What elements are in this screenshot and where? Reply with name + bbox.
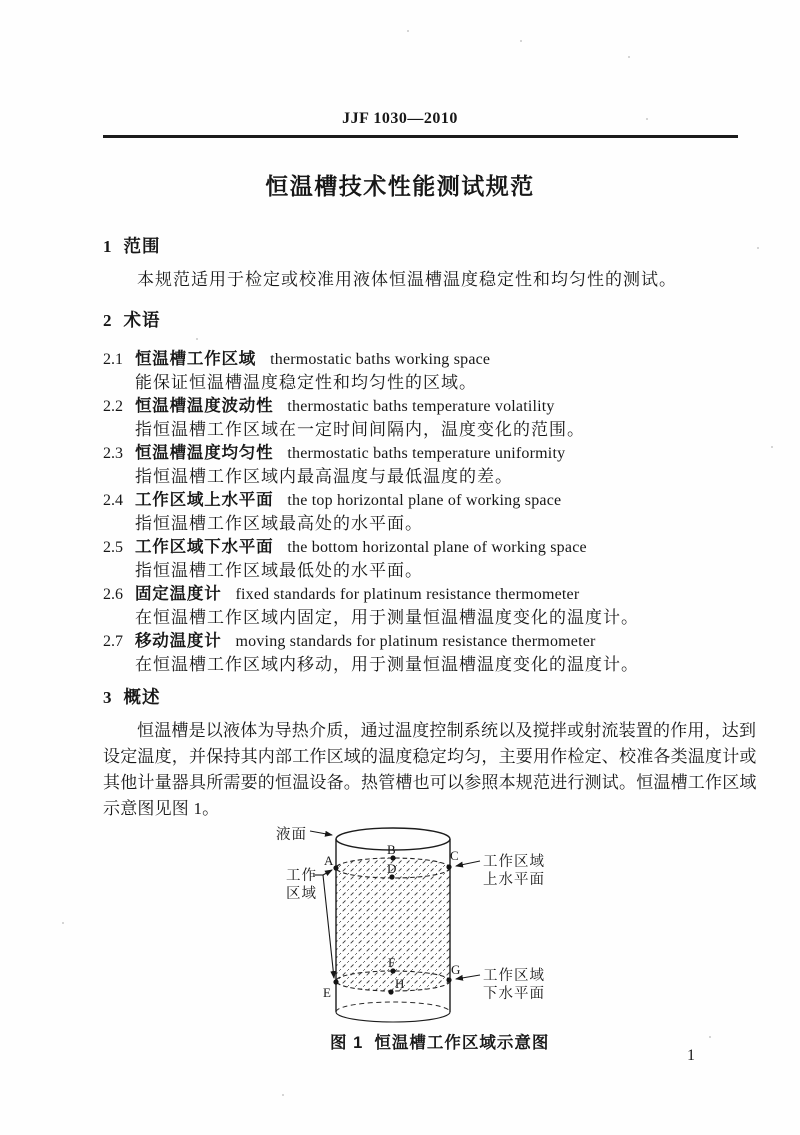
section-title: 概述 — [123, 687, 161, 707]
term-english: moving standards for platinum resistance thermometer — [235, 633, 596, 650]
term-number: 2.6 — [103, 586, 123, 603]
term-chinese: 移动温度计 — [135, 632, 222, 650]
figure-1 — [268, 818, 553, 1028]
term-chinese: 固定温度计 — [135, 585, 222, 603]
term-chinese: 恒温槽温度波动性 — [135, 397, 274, 415]
page-number: 1 — [687, 1047, 695, 1064]
overview-paragraph-line: 恒温槽是以液体为导热介质，通过温度控制系统以及搅拌或射流装置的作用，达到 — [137, 721, 757, 740]
figure-caption: 图 1 恒温槽工作区域示意图 — [330, 1034, 550, 1052]
section-number: 2 — [103, 311, 112, 330]
scan-speck — [757, 247, 759, 249]
scan-speck — [520, 40, 522, 42]
overview-paragraph-line: 示意图见图 1。 — [103, 799, 220, 818]
working-space-label-line2: 区域 — [286, 886, 317, 902]
section-1-body: 本规范适用于检定或校准用液体恒温槽温度稳定性和均匀性的测试。 — [137, 270, 677, 289]
liquid-surface-arrow — [310, 831, 332, 835]
scan-speck — [709, 1036, 711, 1038]
term-number: 2.7 — [103, 633, 123, 650]
point-h-label: H — [395, 976, 405, 991]
point-e-dot — [333, 979, 338, 984]
bottom-plane-label-line2: 下水平面 — [483, 986, 545, 1002]
scan-speck — [407, 30, 409, 32]
cylinder-bottom-front — [336, 1012, 450, 1022]
top-plane-label-line2: 上水平面 — [483, 872, 545, 888]
term-english: thermostatic baths working space — [270, 351, 491, 368]
term-definition: 在恒温槽工作区域内固定，用于测量恒温槽温度变化的温度计。 — [135, 608, 639, 627]
overview-paragraph-line: 其他计量器具所需要的恒温设备。热管槽也可以参照本规范进行测试。恒温槽工作区域 — [103, 773, 757, 792]
document-title: 恒温槽技术性能测试规范 — [265, 173, 535, 199]
term-english: thermostatic baths temperature uniformity — [287, 445, 566, 462]
scan-speck — [282, 1094, 284, 1096]
term-definition: 指恒温槽工作区域内最高温度与最低温度的差。 — [135, 467, 513, 486]
term-chinese: 工作区域下水平面 — [135, 538, 274, 556]
section-title: 术语 — [123, 310, 161, 330]
section-3-heading — [103, 687, 161, 708]
point-g-label: G — [451, 962, 461, 977]
term-english: the bottom horizontal plane of working space — [287, 539, 587, 556]
point-a-dot — [333, 865, 338, 870]
term-definition: 能保证恒温槽温度稳定性和均匀性的区域。 — [135, 373, 477, 392]
term-chinese: 恒温槽温度均匀性 — [135, 444, 274, 462]
point-c-label: C — [450, 848, 459, 863]
working-space-arrow-top — [323, 870, 332, 875]
term-row — [103, 349, 490, 370]
term-number: 2.2 — [103, 398, 123, 415]
section-title: 范围 — [123, 236, 161, 256]
point-b-label: B — [387, 842, 396, 857]
bottom-plane-label-line1: 工作区域 — [483, 968, 545, 984]
point-a-label: A — [324, 853, 334, 868]
header-rule — [103, 135, 738, 138]
cylinder-bottom-back — [336, 1002, 450, 1012]
term-definition: 在恒温槽工作区域内移动，用于测量恒温槽温度变化的温度计。 — [135, 655, 639, 674]
document-code: JJF 1030—2010 — [342, 110, 458, 127]
overview-paragraph-line: 设定温度，并保持其内部工作区域的温度稳定均匀，主要用作检定、校准各类温度计或 — [103, 747, 757, 766]
point-d-label: D — [387, 861, 397, 876]
working-space-arrow-bottom — [323, 875, 334, 978]
term-definition: 指恒温槽工作区域最高处的水平面。 — [135, 514, 423, 533]
term-definition: 指恒温槽工作区域最低处的水平面。 — [135, 561, 423, 580]
point-g-dot — [446, 977, 451, 982]
point-f-label: F — [388, 955, 396, 970]
section-number: 3 — [103, 688, 112, 707]
term-english: fixed standards for platinum resistance thermometer — [235, 586, 580, 603]
term-number: 2.1 — [103, 351, 123, 368]
term-definition: 指恒温槽工作区域在一定时间间隔内，温度变化的范围。 — [135, 420, 585, 439]
term-row — [103, 631, 596, 652]
section-number: 1 — [103, 237, 112, 256]
top-plane-arrow — [456, 861, 480, 866]
bath-schematic — [268, 818, 553, 1028]
point-h-dot — [388, 989, 393, 994]
term-number: 2.5 — [103, 539, 123, 556]
scan-speck — [771, 446, 773, 448]
term-row — [103, 490, 561, 511]
section-2-heading — [103, 310, 161, 331]
top-plane-label-line1: 工作区域 — [483, 854, 545, 870]
term-row — [103, 584, 579, 605]
working-space-label-line1: 工作 — [286, 868, 317, 884]
term-row — [103, 396, 555, 417]
scan-speck — [628, 56, 630, 58]
scan-speck — [62, 922, 64, 924]
term-english: thermostatic baths temperature volatility — [287, 398, 555, 415]
term-row — [103, 443, 565, 464]
term-number: 2.3 — [103, 445, 123, 462]
term-number: 2.4 — [103, 492, 123, 509]
scan-speck — [196, 338, 198, 340]
point-c-dot — [446, 864, 451, 869]
term-chinese: 恒温槽工作区域 — [135, 350, 257, 368]
point-e-label: E — [323, 985, 331, 1000]
liquid-surface-label: 液面 — [276, 827, 307, 843]
term-row — [103, 537, 587, 558]
term-chinese: 工作区域上水平面 — [135, 491, 274, 509]
term-english: the top horizontal plane of working space — [287, 492, 562, 509]
section-1-heading — [103, 236, 161, 257]
